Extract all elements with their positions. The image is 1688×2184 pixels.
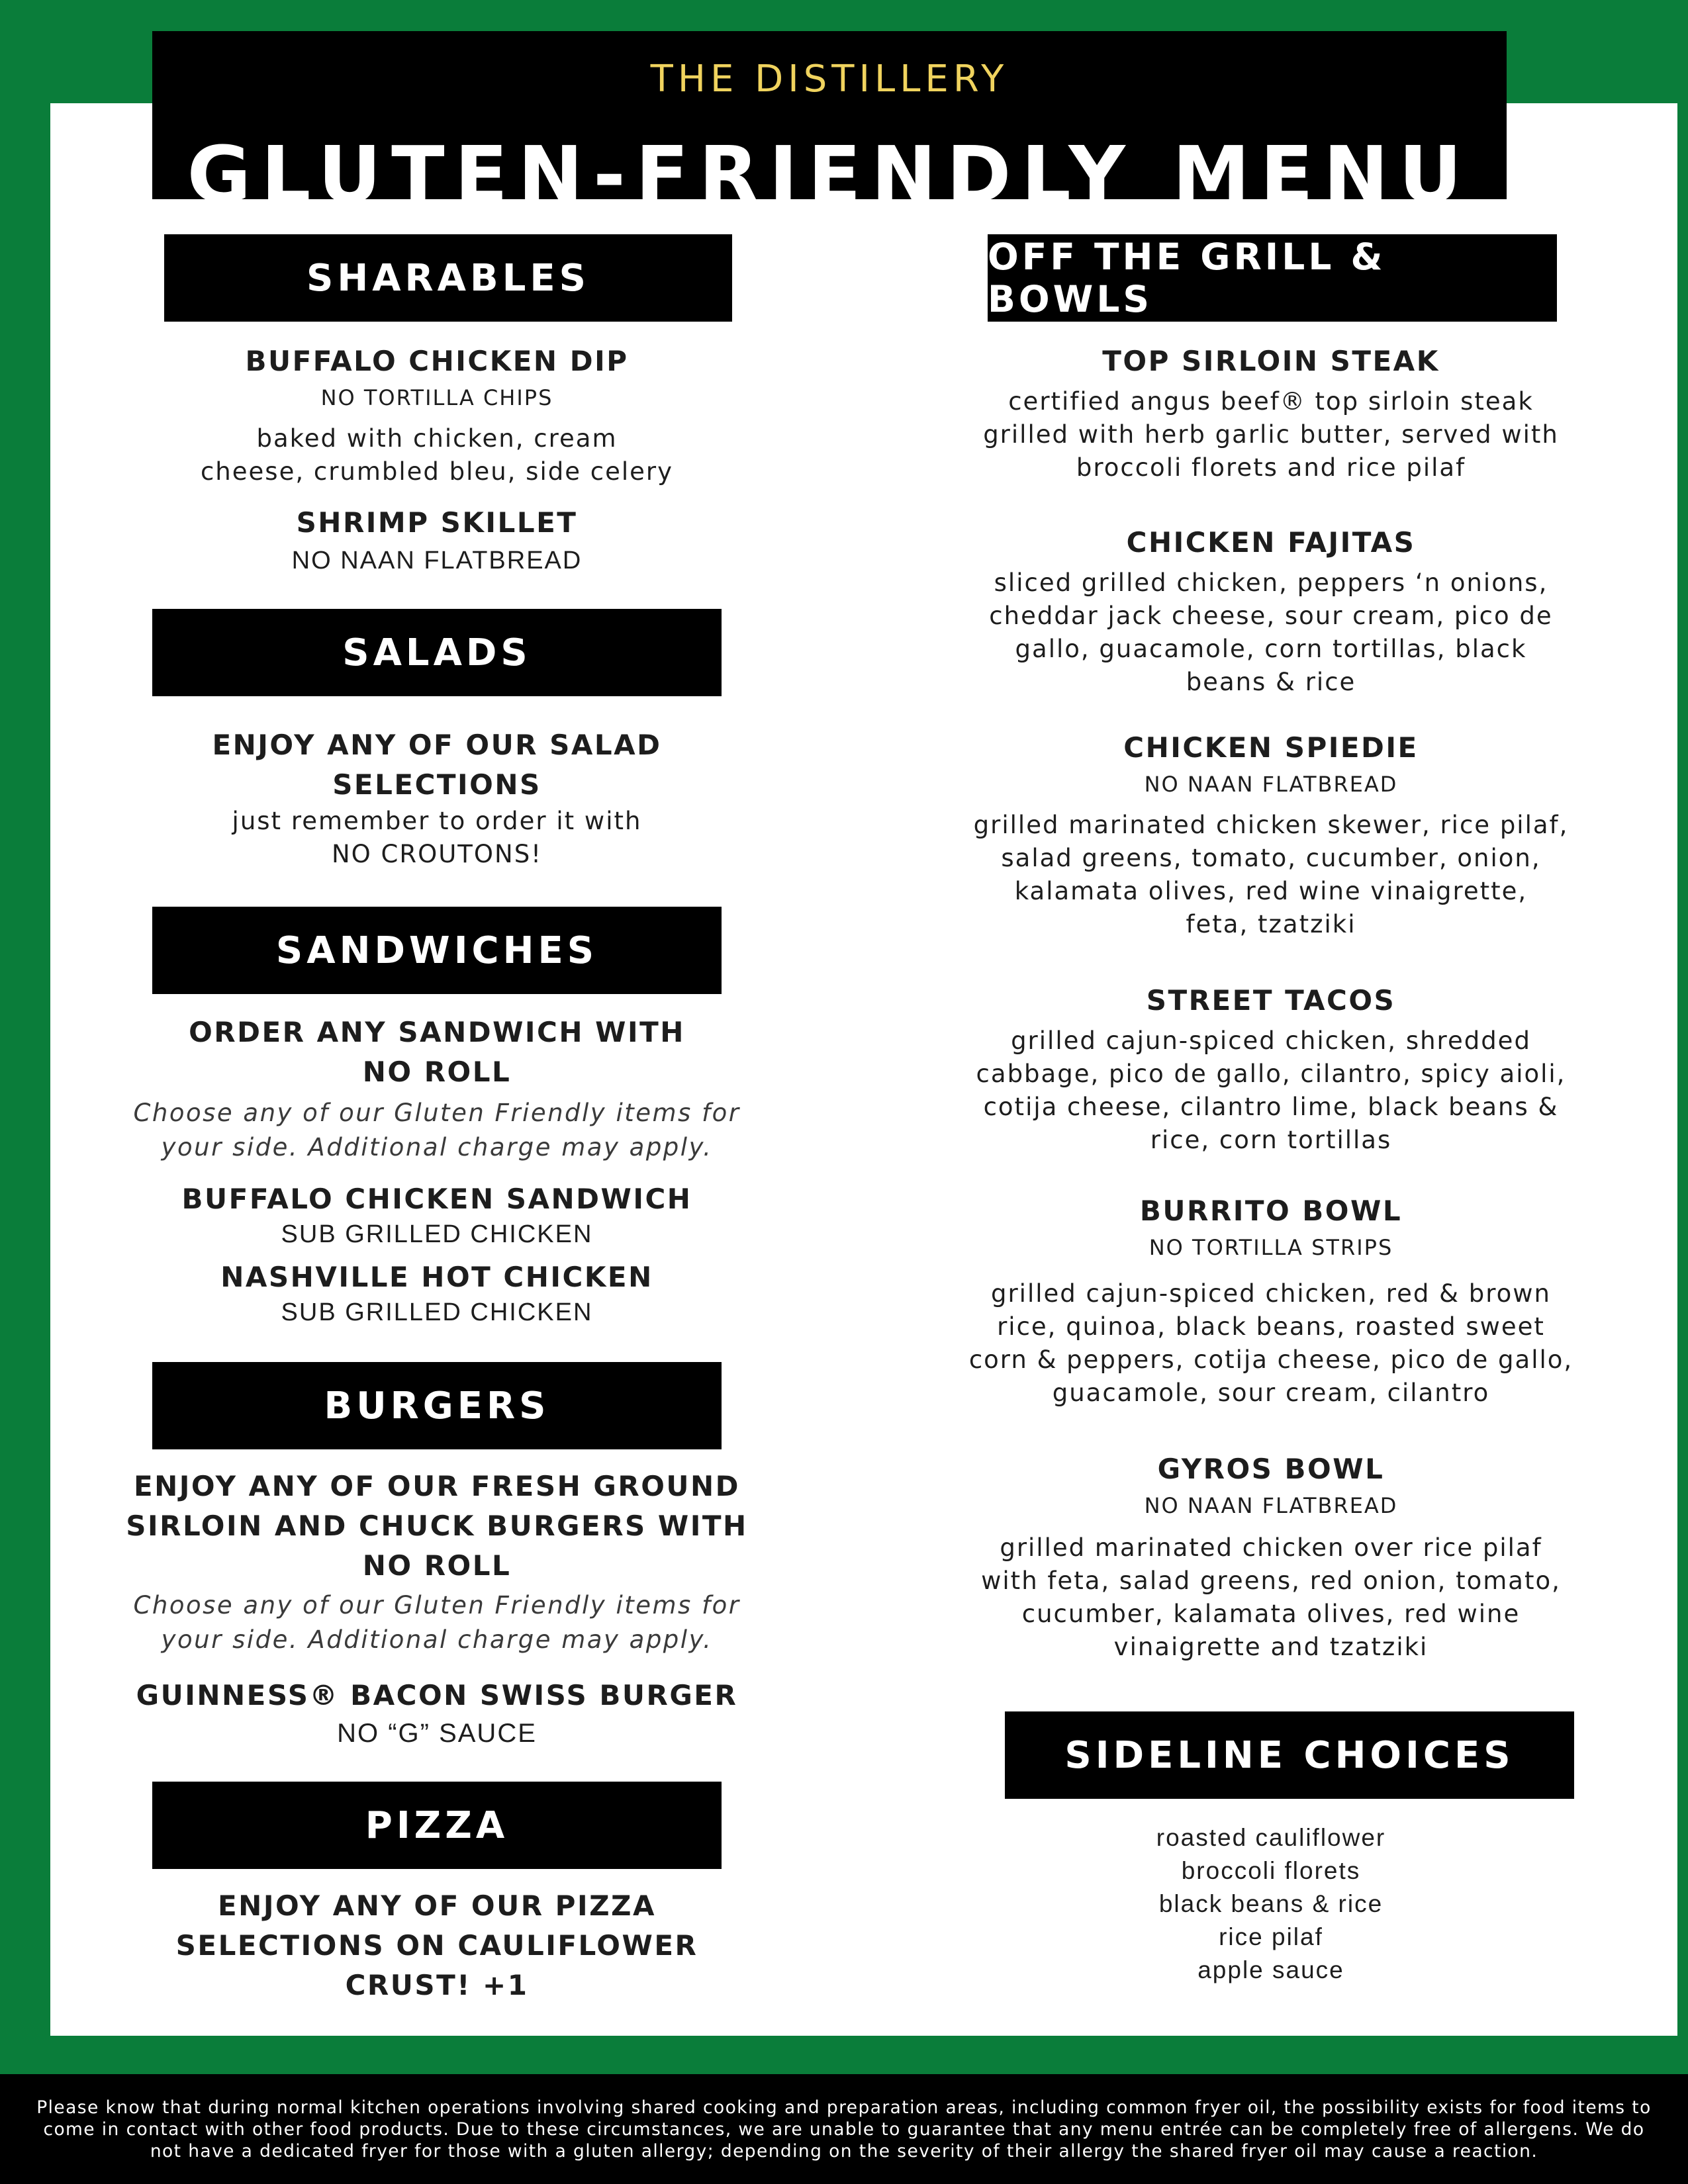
- side-item: apple sauce: [1197, 1956, 1344, 1983]
- item-modification: NO NAAN FLATBREAD: [1144, 1493, 1398, 1518]
- salads-title-line: ENJOY ANY OF OUR SALAD: [212, 729, 662, 761]
- sandwiches-intro-line: NO ROLL: [362, 1056, 512, 1088]
- sandwiches-note-line: Choose any of our Gluten Friendly items for: [133, 1099, 741, 1127]
- salads-desc-line: just remember to order it with: [232, 807, 642, 835]
- item-description-line: cabbage, pico de gallo, cilantro, spicy aioli,: [976, 1060, 1566, 1088]
- menu-header: [152, 31, 1507, 220]
- item-title: GUINNESS® BACON SWISS BURGER: [136, 1679, 738, 1711]
- menu-item-street-tacos: [940, 981, 1602, 1157]
- item-description-line: cheese, crumbled bleu, side celery: [200, 457, 674, 486]
- item-modification: NO “G” SAUCE: [337, 1719, 537, 1748]
- item-title: GYROS BOWL: [1157, 1453, 1385, 1485]
- item-modification: NO TORTILLA CHIPS: [320, 385, 553, 410]
- section-header-burgers: BURGERS: [152, 1362, 722, 1449]
- disclaimer-text: Please know that during normal kitchen operations involving shared cooking and preparation areas, including common fryer oil, the possibility exists for food items to come in contact with other food products. Due to these circumstances, we are unable to guarantee that any menu entrée can be completely free of allergens. We do not have a dedicated fryer for those with a gluten allergy; depending on the severity of their allergy the shared fryer oil may cause a reaction.: [36, 2097, 1652, 2161]
- sandwiches-info: [126, 1013, 748, 1165]
- item-title: BUFFALO CHICKEN DIP: [245, 345, 629, 377]
- item-description-line: gallo, guacamole, corn tortillas, black: [1015, 635, 1527, 663]
- item-description-line: grilled cajun-spiced chicken, red & brown: [990, 1279, 1551, 1308]
- pizza-title-line: CRUST! +1: [345, 1969, 529, 2001]
- item-description-line: cheddar jack cheese, sour cream, pico de: [989, 602, 1553, 630]
- section-header-salads: SALADS: [152, 609, 722, 696]
- burgers-intro-line: SIRLOIN AND CHUCK BURGERS WITH: [126, 1510, 748, 1542]
- section-header-off-the-grill: OFF THE GRILL & BOWLS: [988, 234, 1557, 322]
- item-modification: SUB GRILLED CHICKEN: [281, 1298, 593, 1326]
- item-modification: SUB GRILLED CHICKEN: [281, 1220, 593, 1248]
- menu-item-gyros-bowl: [940, 1449, 1602, 1664]
- sideline-choices-list: [1006, 1821, 1536, 1987]
- section-header-pizza: PIZZA: [152, 1782, 722, 1869]
- menu-item-nashville-hot-chicken: [132, 1257, 741, 1328]
- item-title: STREET TACOS: [1146, 984, 1396, 1017]
- salads-title-line: SELECTIONS: [332, 768, 541, 801]
- item-description-line: grilled marinated chicken skewer, rice pilaf,: [973, 811, 1569, 839]
- item-description-line: grilled with herb garlic butter, served with: [983, 420, 1559, 449]
- item-title: CHICKEN FAJITAS: [1126, 526, 1416, 559]
- menu-item-buffalo-chicken-dip: [172, 341, 702, 488]
- item-description-line: beans & rice: [1186, 668, 1356, 696]
- item-description-line: rice, corn tortillas: [1150, 1126, 1392, 1154]
- menu-item-top-sirloin-steak: [940, 341, 1602, 484]
- item-title: CHICKEN SPIEDIE: [1123, 731, 1419, 764]
- burgers-info: [113, 1467, 761, 1657]
- burgers-intro-line: NO ROLL: [362, 1549, 512, 1582]
- item-description-line: salad greens, tomato, cucumber, onion,: [1001, 844, 1541, 872]
- item-title: BURRITO BOWL: [1139, 1195, 1403, 1227]
- item-description-line: kalamata olives, red wine vinaigrette,: [1014, 877, 1528, 905]
- item-description-line: grilled cajun-spiced chicken, shredded: [1011, 1026, 1531, 1055]
- item-description-line: feta, tzatziki: [1186, 910, 1356, 938]
- menu-item-chicken-fajitas: [940, 523, 1602, 699]
- menu-title: GLUTEN-FRIENDLY MENU: [187, 129, 1472, 220]
- side-item: broccoli florets: [1181, 1857, 1361, 1884]
- item-title: BUFFALO CHICKEN SANDWICH: [181, 1183, 692, 1215]
- sandwiches-note-line: your side. Additional charge may apply.: [161, 1133, 713, 1161]
- allergen-disclaimer: [0, 2074, 1688, 2184]
- item-description-line: cotija cheese, cilantro lime, black beans &: [983, 1093, 1559, 1121]
- menu-item-buffalo-chicken-sandwich: [132, 1179, 741, 1250]
- restaurant-name: THE DISTILLERY: [650, 58, 1009, 101]
- item-title: NASHVILLE HOT CHICKEN: [220, 1261, 653, 1293]
- pizza-info: [132, 1886, 741, 2005]
- item-description-line: rice, quinoa, black beans, roasted sweet: [997, 1312, 1545, 1341]
- menu-item-burrito-bowl: [940, 1191, 1602, 1410]
- item-modification: NO NAAN FLATBREAD: [291, 547, 583, 574]
- side-item: roasted cauliflower: [1156, 1824, 1386, 1851]
- item-description-line: baked with chicken, cream: [256, 424, 618, 453]
- item-description-line: certified angus beef® top sirloin steak: [1008, 387, 1534, 416]
- item-title: TOP SIRLOIN STEAK: [1102, 345, 1440, 377]
- item-description-line: corn & peppers, cotija cheese, pico de gallo,: [968, 1345, 1573, 1374]
- menu-item-guinness-bacon-swiss-burger: [119, 1676, 755, 1751]
- section-header-sharables: SHARABLES: [164, 234, 732, 322]
- section-header-sideline-choices: SIDELINE CHOICES: [1005, 1711, 1574, 1799]
- item-description-line: broccoli florets and rice pilaf: [1076, 453, 1466, 482]
- burgers-note-line: your side. Additional charge may apply.: [161, 1625, 713, 1654]
- item-title: SHRIMP SKILLET: [296, 506, 578, 539]
- item-description-line: grilled marinated chicken over rice pilaf: [1000, 1533, 1542, 1562]
- item-description-line: vinaigrette and tzatziki: [1113, 1633, 1429, 1661]
- side-item: rice pilaf: [1219, 1923, 1323, 1950]
- burgers-intro-line: ENJOY ANY OF OUR FRESH GROUND: [133, 1470, 741, 1502]
- menu-item-shrimp-skillet: [172, 503, 702, 578]
- pizza-title-line: SELECTIONS ON CAULIFLOWER: [175, 1929, 698, 1962]
- item-modification: NO TORTILLA STRIPS: [1149, 1235, 1393, 1260]
- section-header-sandwiches: SANDWICHES: [152, 907, 722, 994]
- item-modification: NO NAAN FLATBREAD: [1144, 772, 1398, 797]
- item-description-line: cucumber, kalamata olives, red wine: [1021, 1600, 1521, 1628]
- pizza-title-line: ENJOY ANY OF OUR PIZZA: [217, 1889, 656, 1922]
- burgers-note-line: Choose any of our Gluten Friendly items for: [133, 1591, 741, 1619]
- item-description-line: sliced grilled chicken, peppers ‘n onions,: [994, 569, 1548, 597]
- item-description-line: guacamole, sour cream, cilantro: [1052, 1379, 1490, 1407]
- menu-item-chicken-spiedie: [940, 728, 1602, 941]
- sandwiches-intro-line: ORDER ANY SANDWICH WITH: [189, 1016, 685, 1048]
- side-item: black beans & rice: [1158, 1890, 1383, 1917]
- item-description-line: with feta, salad greens, red onion, tomato,: [981, 1567, 1561, 1595]
- salads-desc-line: NO CROUTONS!: [331, 840, 543, 868]
- salads-info: [132, 725, 741, 871]
